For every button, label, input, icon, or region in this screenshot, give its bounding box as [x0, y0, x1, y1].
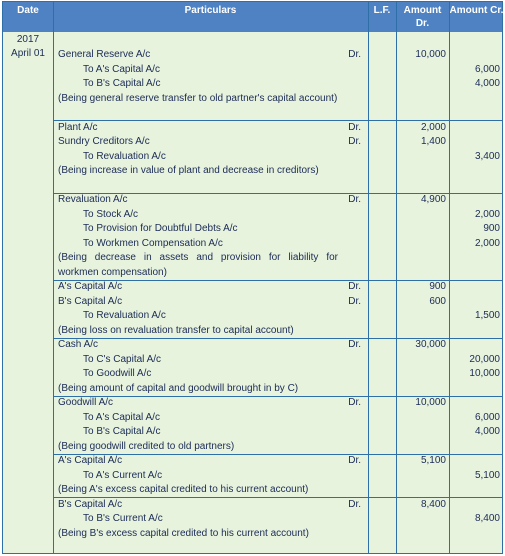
- particular-line: B's Capital A/c: [58, 295, 123, 307]
- dr-label: Dr.: [348, 339, 361, 350]
- particular-line: To A's Capital A/c: [83, 411, 160, 423]
- dr-label: Dr.: [348, 49, 361, 60]
- amount-cr: 6,000: [474, 63, 500, 75]
- particular-line: To A's Current A/c: [83, 469, 163, 481]
- header-particulars: Particulars: [184, 5, 237, 16]
- header-date: Date: [17, 5, 39, 16]
- particular-line: To C's Capital A/c: [83, 353, 162, 365]
- column-divider: [449, 2, 450, 553]
- amount-cr: 1,500: [474, 310, 500, 321]
- amount-dr: 1,400: [420, 136, 446, 147]
- particular-line: To Goodwill A/c: [83, 368, 152, 379]
- particular-line: To Revaluation A/c: [83, 150, 166, 162]
- particular-line: Revaluation A/c: [58, 194, 128, 205]
- dr-label: Dr.: [348, 121, 361, 133]
- amount-cr: 2,000: [474, 208, 500, 220]
- dr-label: Dr.: [348, 498, 361, 510]
- dr-label: Dr.: [348, 295, 361, 307]
- particular-line: To A's Capital A/c: [83, 63, 160, 75]
- narration: (Being decrease in assets and provision for liability for workmen compensation): [58, 252, 338, 278]
- amount-cr: 5,100: [474, 469, 500, 481]
- particular-line: To Workmen Compensation A/c: [83, 237, 223, 249]
- particular-line: To B's Capital A/c: [83, 426, 161, 437]
- narration: (Being increase in value of plant and decrease in creditors): [58, 165, 319, 176]
- amount-cr: 10,000: [469, 368, 500, 379]
- header-lf: L.F.: [373, 5, 391, 16]
- narration: (Being A's excess capital credited to his current account): [58, 484, 309, 495]
- particular-line: A's Capital A/c: [58, 455, 123, 466]
- particular-line: Cash A/c: [58, 339, 99, 350]
- dr-label: Dr.: [348, 194, 361, 205]
- particular-line: To B's Capital A/c: [83, 78, 161, 89]
- particular-line: Goodwill A/c: [58, 397, 114, 408]
- particular-line: To Revaluation A/c: [83, 310, 166, 321]
- particular-line: Sundry Creditors A/c: [58, 136, 150, 147]
- journal-entry-table: [2, 1, 503, 554]
- dr-label: Dr.: [348, 455, 361, 466]
- particular-line: Plant A/c: [58, 121, 98, 133]
- entry-year: 2017: [16, 34, 40, 45]
- particular-line: To Stock A/c: [83, 208, 139, 220]
- narration: (Being B's excess capital credited to his current account): [58, 527, 309, 539]
- particular-line: General Reserve A/c: [58, 49, 151, 60]
- narration: (Being amount of capital and goodwill brought in by C): [58, 382, 299, 394]
- header-amount-cr: Amount Cr.: [449, 5, 504, 16]
- dr-label: Dr.: [348, 397, 361, 408]
- amount-cr: 2,000: [474, 237, 500, 249]
- dr-label: Dr.: [348, 281, 361, 292]
- amount-cr: 20,000: [469, 353, 500, 365]
- amount-cr: 6,000: [474, 411, 500, 423]
- amount-dr: 5,100: [420, 455, 446, 466]
- amount-cr: 3,400: [474, 150, 500, 162]
- amount-dr: 2,000: [420, 121, 446, 133]
- amount-dr: 10,000: [415, 49, 446, 60]
- narration: (Being goodwill credited to old partners): [58, 440, 235, 452]
- narration: (Being general reserve transfer to old partner's capital account): [58, 92, 338, 104]
- dr-label: Dr.: [348, 136, 361, 147]
- particular-line: To B's Current A/c: [83, 513, 163, 524]
- amount-dr: 900: [429, 281, 446, 292]
- amount-cr: 900: [483, 223, 500, 234]
- particular-line: B's Capital A/c: [58, 498, 123, 510]
- amount-dr: 30,000: [415, 339, 446, 350]
- amount-dr: 8,400: [420, 498, 446, 510]
- amount-dr: 4,900: [420, 194, 446, 205]
- column-divider: [53, 2, 54, 553]
- amount-dr: 600: [429, 295, 446, 307]
- header-amount-dr: Amount Dr.: [403, 5, 442, 29]
- amount-cr: 8,400: [474, 513, 500, 524]
- particular-line: A's Capital A/c: [58, 281, 123, 292]
- column-divider: [396, 2, 397, 553]
- amount-cr: 4,000: [474, 78, 500, 89]
- entry-day: April 01: [11, 48, 45, 59]
- amount-cr: 4,000: [474, 426, 500, 437]
- column-divider: [368, 2, 369, 553]
- particular-line: To Provision for Doubtful Debts A/c: [83, 223, 238, 234]
- amount-dr: 10,000: [415, 397, 446, 408]
- table-header: [3, 2, 502, 32]
- narration: (Being loss on revaluation transfer to capital account): [58, 324, 294, 336]
